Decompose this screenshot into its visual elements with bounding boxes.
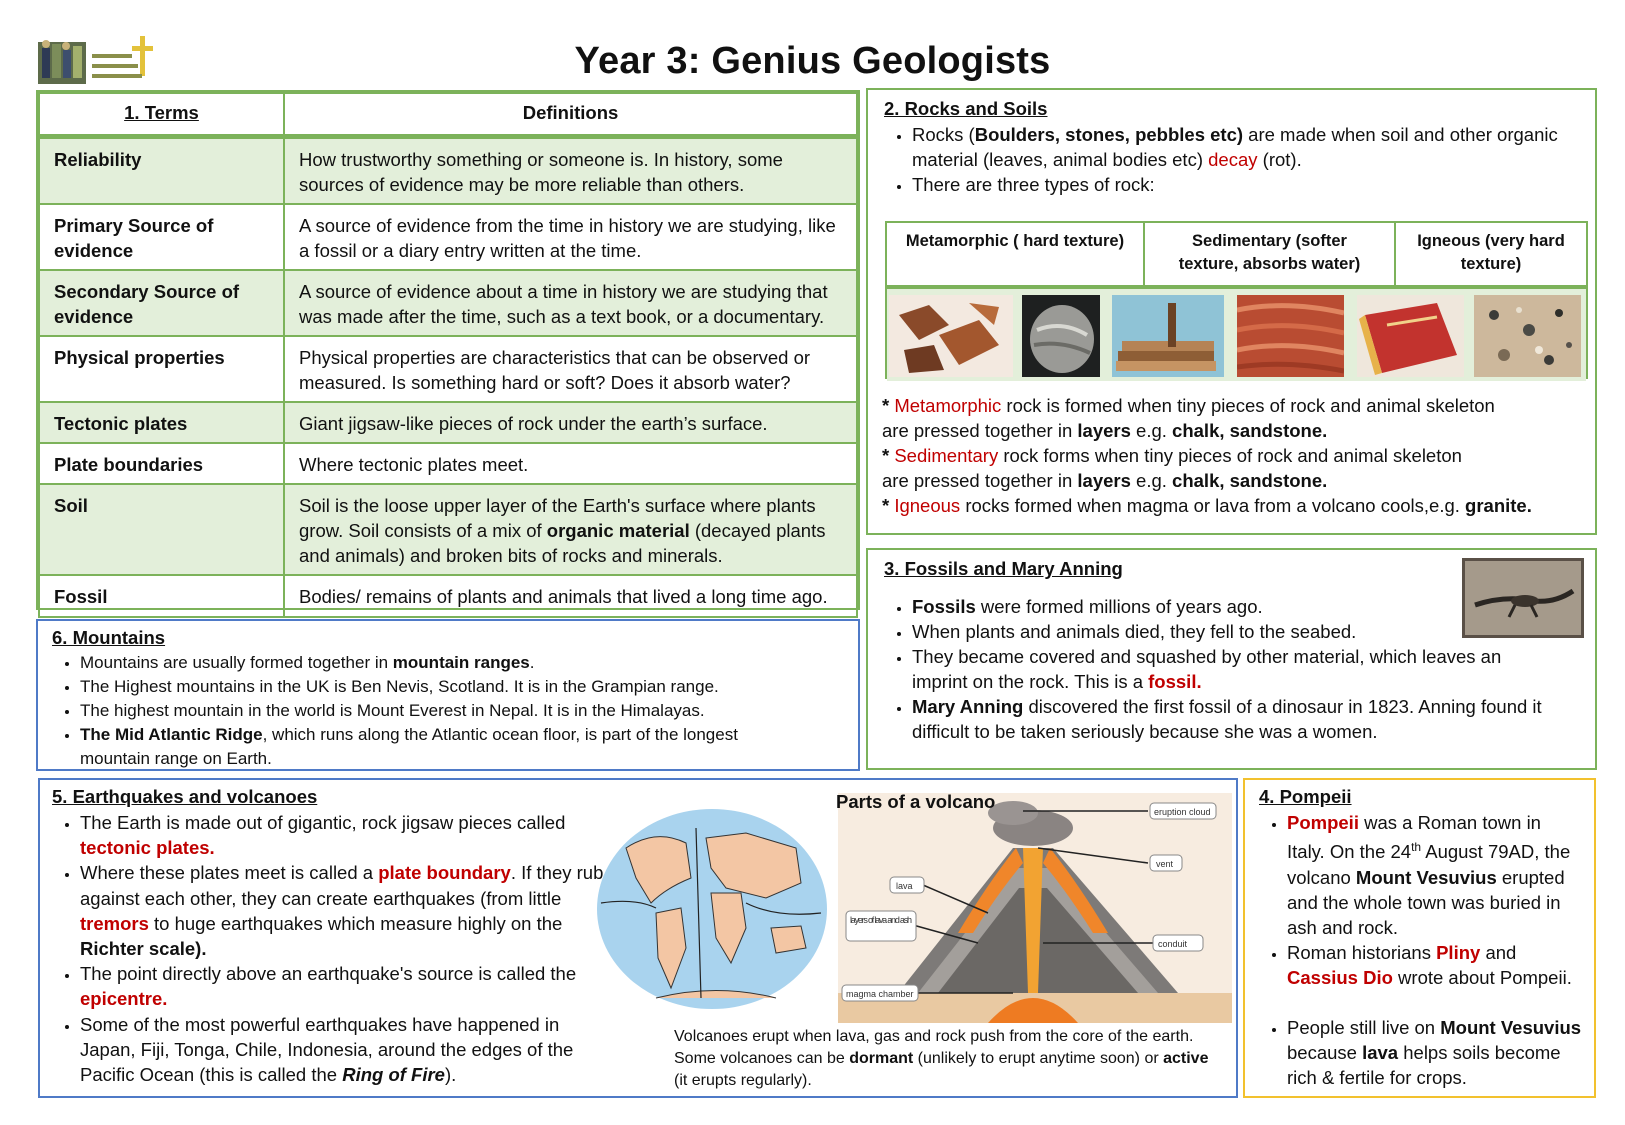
table-row: Tectonic plates Giant jigsaw-like pieces of rock under the earth’s surface. — [39, 402, 857, 443]
rock-types-table — [885, 221, 1588, 379]
list-item: • Fossils were formed millions of years ago. — [912, 594, 1552, 619]
volcano-caption: Volcanoes erupt when lava, gas and rock push from the core of the earth. Some volcanoes can be dormant (unlikely to erupt anytime soon) or active (it erupts regularly). — [674, 1028, 1209, 1089]
metamorphic-line-2: are pressed together in layers e.g. chalk, sandstone. — [882, 420, 1328, 441]
list-item: • They became covered and squashed by other material, which leaves an imprint on the rock. This is a fossil. — [912, 644, 1552, 694]
list-item: • The point directly above an earthquake's source is called the epicentre. — [80, 961, 612, 1011]
mountains-title: 6. Mountains — [52, 627, 166, 648]
rock-types-description — [882, 393, 1592, 518]
table-row: Fossil Bodies/ remains of plants and animals that lived a long time ago. — [39, 575, 857, 617]
rocks-title: 2. Rocks and Soils — [884, 98, 1048, 119]
sedimentary-rock-image-2 — [1237, 295, 1344, 377]
metamorphic-header: Metamorphic ( hard texture) — [887, 223, 1145, 285]
volcano-diagram — [838, 793, 1232, 1023]
table-row: Secondary Source of evidence A source of evidence about a time in history we are studying that was made after the time, such as a text book, or a documentary. — [39, 270, 857, 336]
list-item: • Where these plates meet is called a plate boundary. If they rub against each other, they can create earthquakes (from little tremors to huge earthquakes which measure highly on the Richter scale). — [80, 860, 612, 961]
list-item: • The Highest mountains in the UK is Ben Nevis, Scotland. It is in the Grampian range. — [80, 675, 844, 699]
table-row: Primary Source of evidence A source of evidence from the time in history we are studying, like a fossil or a diary entry written at the time. — [39, 204, 857, 270]
list-item: • Rocks (Boulders, stones, pebbles etc) are made when soil and other organic material (leaves, animal bodies etc) decay (rot). — [912, 122, 1579, 172]
table-row: Plate boundaries Where tectonic plates meet. — [39, 443, 857, 484]
list-item: • Some of the most powerful earthquakes have happened in Japan, Fiji, Tonga, Chile, Indonesia, around the edges of the Pacific Ocean (this is called the Ring of Fire). — [80, 1012, 612, 1088]
fossil-photo — [1462, 558, 1584, 638]
volcano-label-vent: vent — [1156, 859, 1174, 869]
sedimentary-line-2: are pressed together in layers e.g. chalk, sandstone. — [882, 470, 1328, 491]
sedimentary-rock-image-1 — [1112, 295, 1224, 377]
table-row: Soil Soil is the loose upper layer of the Earth's surface where plants grow. Soil consists of a mix of organic material (decayed plants and animals) and broken bits of rocks and minerals. — [39, 484, 857, 575]
metamorphic-line: * Metamorphic rock is formed when tiny pieces of rock and animal skeleton — [882, 395, 1495, 416]
pompeii-title: 4. Pompeii — [1259, 786, 1352, 807]
igneous-rock-image-2 — [1474, 295, 1581, 377]
pompeii-panel — [1243, 778, 1596, 1098]
list-item: • The Earth is made out of gigantic, rock jigsaw pieces called tectonic plates. — [80, 810, 612, 860]
terms-table — [36, 90, 860, 610]
metamorphic-rock-image-1 — [889, 295, 1013, 377]
metamorphic-rock-image-2 — [1022, 295, 1100, 377]
list-item: • Pompeii was a Roman town in Italy. On the 24th August 79AD, the volcano Mount Vesuvius erupted and the whole town was buried in ash and rock. — [1287, 810, 1582, 940]
sedimentary-line: * Sedimentary rock forms when tiny pieces of rock and animal skeleton — [882, 445, 1462, 466]
igneous-line: * Igneous rocks formed when magma or lava from a volcano cools,e.g. granite. — [882, 495, 1532, 516]
list-item: • The Mid Atlantic Ridge, which runs along the Atlantic ocean floor, is part of the longest mountain range on Earth. — [80, 723, 844, 771]
rock-images-row — [887, 285, 1586, 381]
igneous-rock-image-1 — [1357, 295, 1464, 377]
volcano-title: Parts of a volcano — [836, 791, 996, 812]
earthquakes-text — [52, 786, 612, 1087]
volcano-label-lava: lava — [896, 881, 913, 891]
volcano-label-eruption-cloud: eruption cloud — [1154, 807, 1211, 817]
volcano-label-magma-chamber: magma chamber — [846, 989, 914, 999]
fossils-title: 3. Fossils and Mary Anning — [884, 558, 1123, 579]
list-item: • When plants and animals died, they fell to the seabed. — [912, 619, 1552, 644]
terms-header: 1. Terms — [39, 93, 284, 137]
mountains-panel — [36, 619, 860, 771]
volcano-label-conduit: conduit — [1158, 939, 1188, 949]
earthquakes-title: 5. Earthquakes and volcanoes — [52, 786, 318, 807]
list-item: • Mountains are usually formed together in mountain ranges. — [80, 651, 844, 675]
list-item: • The highest mountain in the world is Mount Everest in Nepal. It is in the Himalayas. — [80, 699, 844, 723]
list-item: • There are three types of rock: — [912, 172, 1579, 197]
tectonic-plates-map — [596, 808, 828, 1010]
page-title: Year 3: Genius Geologists — [574, 40, 1051, 82]
table-row: Physical properties Physical properties are characteristics that can be observed or measured. Is something hard or soft? Does it absorb water? — [39, 336, 857, 402]
list-item: • Roman historians Pliny and Cassius Dio wrote about Pompeii. — [1287, 940, 1582, 990]
table-row: Reliability How trustworthy something or someone is. In history, some sources of evidence may be more reliable than others. — [39, 137, 857, 205]
sedimentary-header: Sedimentary (softer texture, absorbs water) — [1145, 223, 1396, 285]
definitions-header: Definitions — [284, 93, 857, 137]
list-item: • Mary Anning discovered the first fossil of a dinosaur in 1823. Anning found it difficult to be taken seriously because she was a women. — [912, 694, 1552, 744]
list-item: • People still live on Mount Vesuvius because lava helps soils become rich & fertile for crops. — [1287, 1015, 1582, 1091]
igneous-header: Igneous (very hard texture) — [1417, 232, 1565, 273]
volcano-label-layers: layers of lava and ash — [850, 915, 912, 925]
